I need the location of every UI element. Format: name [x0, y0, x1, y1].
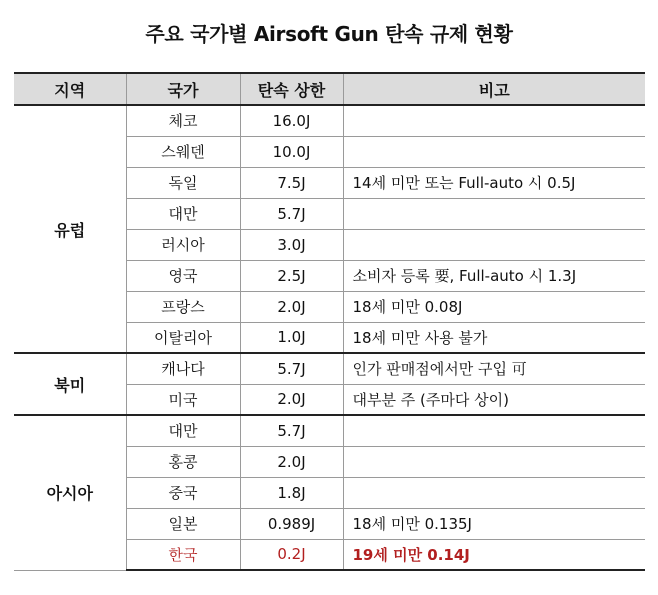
- note-cell: [343, 105, 645, 136]
- table-row: [14, 353, 645, 384]
- country-cell: 스웨덴: [126, 136, 240, 167]
- country-cell: 이탈리아: [126, 322, 240, 353]
- note-cell: 인가 판매점에서만 구입 可: [343, 353, 645, 384]
- limit-cell: 1.0J: [240, 322, 343, 353]
- header-limit: 탄속 상한: [240, 73, 343, 105]
- table-row: [14, 415, 645, 446]
- limit-cell: 2.0J: [240, 446, 343, 477]
- note-cell: [343, 477, 645, 508]
- limit-cell: 10.0J: [240, 136, 343, 167]
- note-cell: 14세 미만 또는 Full-auto 시 0.5J: [343, 167, 645, 198]
- country-cell: 한국: [126, 539, 240, 570]
- country-cell: 미국: [126, 384, 240, 415]
- country-cell: 캐나다: [126, 353, 240, 384]
- note-cell: 18세 미만 0.135J: [343, 508, 645, 539]
- limit-cell: 1.8J: [240, 477, 343, 508]
- region-north-america: 북미: [14, 353, 126, 415]
- country-cell: 영국: [126, 260, 240, 291]
- note-cell: 소비자 등록 要, Full-auto 시 1.3J: [343, 260, 645, 291]
- header-region: 지역: [14, 73, 126, 105]
- note-cell: [343, 446, 645, 477]
- limit-cell: 2.0J: [240, 291, 343, 322]
- limit-cell: 16.0J: [240, 105, 343, 136]
- page-title: 주요 국가별 Airsoft Gun 탄속 규제 현황: [145, 22, 513, 46]
- country-cell: 홍콩: [126, 446, 240, 477]
- note-cell: 19세 미만 0.14J: [343, 539, 645, 570]
- regulation-table: [14, 72, 645, 571]
- region-europe: 유럽: [14, 105, 126, 353]
- table-row: [14, 105, 645, 136]
- limit-cell: 3.0J: [240, 229, 343, 260]
- header-note: 비고: [343, 73, 645, 105]
- limit-cell: 7.5J: [240, 167, 343, 198]
- country-cell: 러시아: [126, 229, 240, 260]
- region-asia: 아시아: [14, 415, 126, 570]
- country-cell: 대만: [126, 198, 240, 229]
- note-cell: [343, 229, 645, 260]
- country-cell: 일본: [126, 508, 240, 539]
- header-row: [14, 73, 645, 105]
- header-country: 국가: [126, 73, 240, 105]
- country-cell: 체코: [126, 105, 240, 136]
- limit-cell: 5.7J: [240, 198, 343, 229]
- note-cell: 18세 미만 사용 불가: [343, 322, 645, 353]
- note-cell: 대부분 주 (주마다 상이): [343, 384, 645, 415]
- limit-cell: 5.7J: [240, 415, 343, 446]
- country-cell: 대만: [126, 415, 240, 446]
- country-cell: 중국: [126, 477, 240, 508]
- note-cell: [343, 136, 645, 167]
- limit-cell: 5.7J: [240, 353, 343, 384]
- country-cell: 프랑스: [126, 291, 240, 322]
- limit-cell: 0.989J: [240, 508, 343, 539]
- note-cell: [343, 198, 645, 229]
- limit-cell: 0.2J: [240, 539, 343, 570]
- note-cell: [343, 415, 645, 446]
- country-cell: 독일: [126, 167, 240, 198]
- limit-cell: 2.0J: [240, 384, 343, 415]
- limit-cell: 2.5J: [240, 260, 343, 291]
- note-cell: 18세 미만 0.08J: [343, 291, 645, 322]
